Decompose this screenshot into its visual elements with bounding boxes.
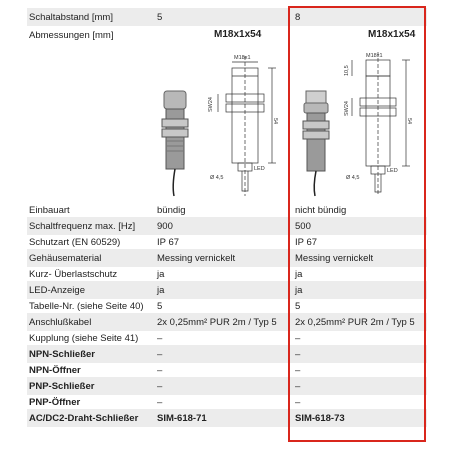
value-model-1: 5	[157, 11, 163, 23]
value-model-2: –	[295, 364, 301, 376]
row-label: Tabelle-Nr. (siehe Seite 40)	[29, 300, 144, 312]
model-2-title: M18x1x54	[368, 29, 416, 40]
row-label: Gehäusematerial	[29, 252, 102, 264]
value-model-1: 2x 0,25mm² PUR 2m / Typ 5	[157, 316, 277, 328]
row-label: Kupplung (siehe Seite 41)	[29, 332, 139, 344]
part-number-model-1: SIM-618-71	[157, 412, 207, 424]
value-model-2: IP 67	[295, 236, 318, 248]
highlight-frame	[288, 6, 426, 442]
part-number-model-2: SIM-618-73	[295, 412, 345, 424]
row-label: AC/DC2-Draht-Schließer	[29, 412, 139, 424]
svg-text:M18x1: M18x1	[366, 53, 383, 59]
value-model-1: Messing vernickelt	[157, 252, 236, 264]
sensor-drawing-flush	[150, 46, 285, 201]
svg-text:SW24: SW24	[208, 97, 214, 112]
value-model-1: –	[157, 364, 163, 376]
row-label: Schaltfrequenz max. [Hz]	[29, 220, 136, 232]
value-model-1: 5	[157, 300, 163, 312]
value-model-2: ja	[295, 284, 303, 296]
row-label: PNP-Öffner	[29, 396, 81, 408]
value-model-1: –	[157, 396, 163, 408]
svg-text:Ø 4,5: Ø 4,5	[210, 175, 224, 181]
value-model-1: bündig	[157, 204, 186, 216]
svg-text:54: 54	[406, 118, 412, 125]
value-model-2: Messing vernickelt	[295, 252, 374, 264]
value-model-2: –	[295, 348, 301, 360]
value-model-2: 8	[295, 11, 301, 23]
value-model-2: 500	[295, 220, 311, 232]
value-model-1: IP 67	[157, 236, 180, 248]
row-label: Kurz- Überlastschutz	[29, 268, 118, 280]
svg-text:LED: LED	[254, 166, 265, 172]
row-label: NPN-Schließer	[29, 348, 95, 360]
value-model-1: –	[157, 348, 163, 360]
value-model-2: –	[295, 396, 301, 408]
svg-text:SW24: SW24	[344, 101, 350, 116]
value-model-1: –	[157, 332, 163, 344]
svg-text:LED: LED	[387, 168, 398, 174]
value-model-2: –	[295, 380, 301, 392]
value-model-1: ja	[157, 268, 165, 280]
value-model-2: 2x 0,25mm² PUR 2m / Typ 5	[295, 316, 415, 328]
value-model-2: nicht bündig	[295, 204, 347, 216]
row-label: LED-Anzeige	[29, 284, 85, 296]
svg-text:10,5: 10,5	[344, 65, 350, 76]
value-model-2: –	[295, 332, 301, 344]
model-1-title: M18x1x54	[214, 29, 262, 40]
row-label: Anschlußkabel	[29, 316, 92, 328]
row-label: NPN-Öffner	[29, 364, 81, 376]
value-model-1: ja	[157, 284, 165, 296]
value-model-1: –	[157, 380, 163, 392]
value-model-2: ja	[295, 268, 303, 280]
row-label: Einbauart	[29, 204, 70, 216]
sensor-photo-icon	[162, 91, 188, 196]
row-label: Schutzart (EN 60529)	[29, 236, 121, 248]
svg-text:54: 54	[272, 118, 278, 125]
svg-text:Ø 4,5: Ø 4,5	[346, 175, 360, 181]
row-label: Abmessungen [mm]	[29, 29, 114, 41]
svg-text:M18x1: M18x1	[234, 55, 251, 61]
value-model-2: 5	[295, 300, 301, 312]
row-label: PNP-Schließer	[29, 380, 95, 392]
value-model-1: 900	[157, 220, 173, 232]
row-label: Schaltabstand [mm]	[29, 11, 113, 23]
